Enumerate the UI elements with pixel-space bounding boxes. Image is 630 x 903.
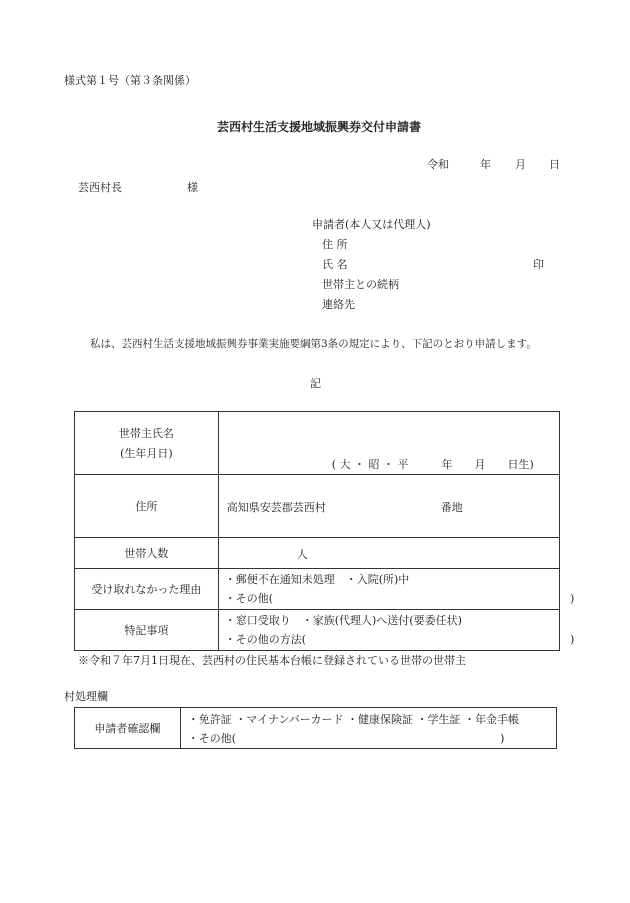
table-row-remarks [75,610,560,651]
page-title: 芸西村生活支援地域振興券交付申請書 [217,120,422,134]
seal-mark: 印 [533,258,544,271]
main-application-table [74,411,575,651]
birth-era-line: ( 大 ・ 昭 ・ 平 年 月 日生) [331,458,534,471]
remarks-option-1[interactable]: ・窓口受取り ・家族(代理人)へ送付(要委任状) [224,614,462,627]
not-received-options-cell[interactable] [218,569,575,610]
date-month: 月 [515,158,526,171]
applicant-relation-label: 世帯主との続柄 [322,278,399,291]
date-day: 日 [549,158,560,171]
applicant-contact-label: 連絡先 [322,298,355,311]
table-row-not-received [75,569,560,610]
table-row-address [75,475,560,538]
address-label: 住所 [75,475,219,538]
not-received-option-2[interactable]: ・その他( ) [224,592,575,605]
applicant-heading: 申請者(本人又は代理人) [312,218,431,231]
id-check-options-cell[interactable] [180,708,556,749]
remarks-options-cell[interactable] [218,610,575,651]
head-name-input-cell[interactable] [218,412,559,475]
id-check-option-2[interactable]: ・その他( ) [187,732,505,745]
table-row-id-check [75,708,557,749]
remarks-option-2[interactable]: ・その他の方法( ) [224,633,575,646]
address-suffix: 番地 [440,501,463,514]
village-processing-table [74,707,557,749]
remarks-label: 特記事項 [75,610,219,651]
footnote: ※令和７年7月1日現在、芸西村の住民基本台帳に登録されている世帯の世帯主 [78,654,466,667]
members-label: 世帯人数 [75,538,219,569]
not-received-option-1[interactable]: ・郵便不在通知未処理 ・入院(所)中 [224,573,410,586]
village-processing-heading: 村処理欄 [64,690,108,703]
addressee-name: 芸西村長 [78,181,122,194]
members-input-cell[interactable] [218,538,559,569]
table-row-members [75,538,560,569]
application-statement: 私は、芸西村生活支援地域振興券事業実施要綱第3条の規定により、下記のとおり申請します。 [90,338,537,350]
addressee-honorific: 様 [187,181,198,194]
date-era: 令和 [427,158,449,171]
address-input-cell[interactable] [218,475,559,538]
ki-heading: 記 [310,377,321,390]
date-year: 年 [480,158,491,171]
head-name-label-cell [75,412,219,475]
applicant-name-label: 氏 名 [322,258,348,271]
not-received-label: 受け取れなかった理由 [75,569,219,610]
table-row-head-name [75,412,560,475]
form-number: 様式第１号（第３条関係） [64,74,196,87]
applicant-address-label: 住 所 [322,238,348,251]
address-prefix: 高知県安芸郡芸西村 [226,501,326,514]
members-unit: 人 [296,548,308,561]
id-check-option-1[interactable]: ・免許証 ・マイナンバーカード ・健康保険証 ・学生証 ・年金手帳 [187,713,520,726]
head-name-label: 世帯主氏名 [118,427,174,440]
id-check-label: 申請者確認欄 [75,708,181,749]
head-birthdate-label: (生年月日) [120,447,173,460]
